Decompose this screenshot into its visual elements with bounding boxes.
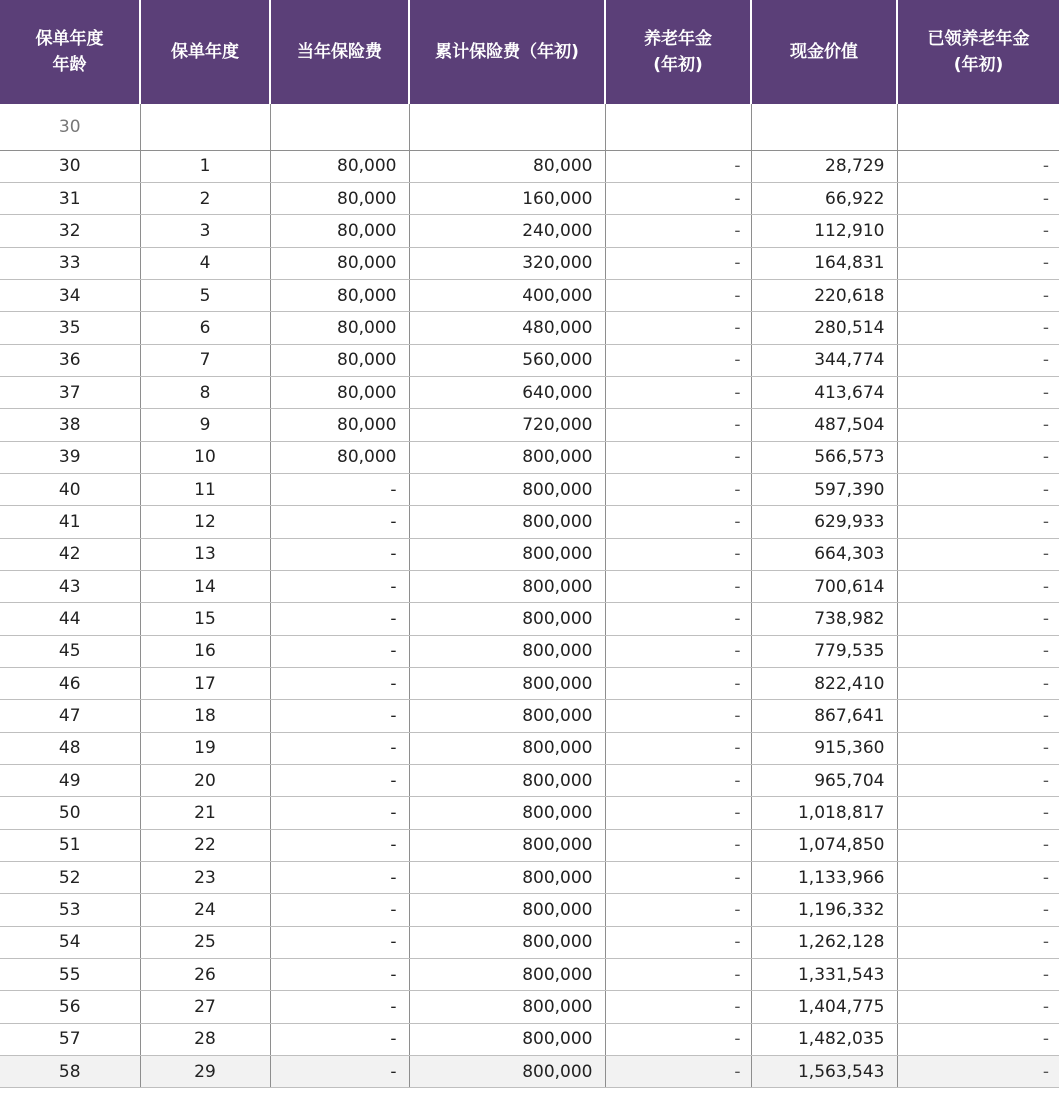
cell-annual-premium: - [270,668,409,700]
cell-cumulative-premium: 800,000 [409,441,605,473]
cell-empty [270,104,409,150]
cell-cash-value: 779,535 [751,635,897,667]
cell-cumulative-premium: 320,000 [409,247,605,279]
cell-annual-premium: - [270,635,409,667]
cell-age: 33 [0,247,140,279]
cell-pension-annuity: - [605,279,751,311]
cell-pension-annuity: - [605,732,751,764]
cell-age: 57 [0,1023,140,1055]
cell-annual-premium: - [270,603,409,635]
cell-annual-premium: 80,000 [270,312,409,344]
cell-received-pension: - [897,700,1059,732]
table-row [0,894,1059,926]
cell-received-pension: - [897,1023,1059,1055]
cell-annual-premium: - [270,765,409,797]
cell-empty [605,104,751,150]
cell-cumulative-premium: 800,000 [409,506,605,538]
table-row [0,1023,1059,1055]
cell-pension-annuity: - [605,1056,751,1088]
cell-annual-premium: - [270,570,409,602]
cell-received-pension: - [897,376,1059,408]
cell-annual-premium: - [270,506,409,538]
table-row [0,409,1059,441]
cell-pension-annuity: - [605,182,751,214]
cell-received-pension: - [897,862,1059,894]
cell-pension-annuity: - [605,894,751,926]
cell-received-pension: - [897,441,1059,473]
cell-cumulative-premium: 800,000 [409,862,605,894]
cell-received-pension: - [897,959,1059,991]
cell-age: 40 [0,473,140,505]
cell-cash-value: 1,196,332 [751,894,897,926]
cell-received-pension: - [897,312,1059,344]
cell-policy-year: 29 [140,1056,270,1088]
cell-cash-value: 344,774 [751,344,897,376]
cell-age: 56 [0,991,140,1023]
cell-annual-premium: - [270,797,409,829]
cell-age: 52 [0,862,140,894]
cell-cumulative-premium: 800,000 [409,1056,605,1088]
cell-pension-annuity: - [605,926,751,958]
cell-cumulative-premium: 560,000 [409,344,605,376]
table-row [0,635,1059,667]
cell-cash-value: 220,618 [751,279,897,311]
cell-annual-premium: 80,000 [270,376,409,408]
table-row [0,279,1059,311]
cell-received-pension: - [897,150,1059,182]
cell-cumulative-premium: 800,000 [409,894,605,926]
cell-annual-premium: 80,000 [270,247,409,279]
cell-annual-premium: - [270,926,409,958]
cell-age: 36 [0,344,140,376]
cell-received-pension: - [897,182,1059,214]
cell-policy-year: 15 [140,603,270,635]
cell-policy-year: 13 [140,538,270,570]
table-row [0,765,1059,797]
cell-age: 35 [0,312,140,344]
cell-policy-year: 2 [140,182,270,214]
header-annual-premium: 当年保险费 [270,0,409,104]
cell-received-pension: - [897,797,1059,829]
cell-received-pension: - [897,344,1059,376]
cell-policy-year: 17 [140,668,270,700]
cell-pension-annuity: - [605,603,751,635]
cell-age: 47 [0,700,140,732]
cell-age: 48 [0,732,140,764]
cell-empty [897,104,1059,150]
table-row [0,700,1059,732]
cell-age: 51 [0,829,140,861]
cell-empty [140,104,270,150]
cell-policy-year: 8 [140,376,270,408]
cell-policy-year: 5 [140,279,270,311]
cell-cash-value: 1,018,817 [751,797,897,829]
cell-cash-value: 822,410 [751,668,897,700]
table-row [0,991,1059,1023]
cell-received-pension: - [897,765,1059,797]
table-row [0,732,1059,764]
cell-cumulative-premium: 80,000 [409,150,605,182]
cell-cumulative-premium: 800,000 [409,765,605,797]
cell-cumulative-premium: 800,000 [409,926,605,958]
cell-policy-year: 28 [140,1023,270,1055]
cell-cumulative-premium: 800,000 [409,959,605,991]
table-row [0,829,1059,861]
cell-pension-annuity: - [605,409,751,441]
header-pension-annuity: 养老年金 (年初) [605,0,751,104]
cell-pension-annuity: - [605,215,751,247]
cell-pension-annuity: - [605,668,751,700]
table-row [0,473,1059,505]
cell-cash-value: 597,390 [751,473,897,505]
table-row [0,603,1059,635]
cell-cash-value: 1,404,775 [751,991,897,1023]
table-row [0,344,1059,376]
cell-received-pension: - [897,473,1059,505]
cell-cash-value: 1,074,850 [751,829,897,861]
cell-received-pension: - [897,732,1059,764]
cell-cumulative-premium: 800,000 [409,473,605,505]
cell-received-pension: - [897,635,1059,667]
cell-cash-value: 1,563,543 [751,1056,897,1088]
cell-cash-value: 1,482,035 [751,1023,897,1055]
cell-policy-year: 14 [140,570,270,602]
cell-age: 39 [0,441,140,473]
cell-policy-year: 12 [140,506,270,538]
cell-pension-annuity: - [605,797,751,829]
cell-cumulative-premium: 800,000 [409,797,605,829]
table-body [0,104,1059,1088]
cell-pension-annuity: - [605,700,751,732]
cell-age: 30 [0,150,140,182]
cell-cumulative-premium: 800,000 [409,538,605,570]
table-row [0,570,1059,602]
cell-age: 54 [0,926,140,958]
cell-age: 42 [0,538,140,570]
header-age: 保单年度 年龄 [0,0,140,104]
cell-received-pension: - [897,247,1059,279]
cell-cash-value: 1,331,543 [751,959,897,991]
table-row [0,150,1059,182]
cell-policy-year: 20 [140,765,270,797]
cell-annual-premium: - [270,959,409,991]
cell-pension-annuity: - [605,506,751,538]
cell-age: 32 [0,215,140,247]
cell-received-pension: - [897,991,1059,1023]
cell-cash-value: 664,303 [751,538,897,570]
cell-received-pension: - [897,894,1059,926]
cell-received-pension: - [897,538,1059,570]
cell-cumulative-premium: 800,000 [409,1023,605,1055]
cell-age: 30 [0,104,140,150]
cell-pension-annuity: - [605,829,751,861]
cell-age: 55 [0,959,140,991]
cell-cumulative-premium: 640,000 [409,376,605,408]
cell-policy-year: 1 [140,150,270,182]
cell-policy-year: 27 [140,991,270,1023]
cell-annual-premium: 80,000 [270,279,409,311]
cell-age: 34 [0,279,140,311]
cell-pension-annuity: - [605,570,751,602]
cell-age: 58 [0,1056,140,1088]
cell-pension-annuity: - [605,635,751,667]
table-row [0,538,1059,570]
cell-cash-value: 28,729 [751,150,897,182]
cell-cumulative-premium: 800,000 [409,668,605,700]
cell-cumulative-premium: 800,000 [409,991,605,1023]
cell-received-pension: - [897,279,1059,311]
header-cash-value: 现金价值 [751,0,897,104]
cell-empty [751,104,897,150]
cell-policy-year: 3 [140,215,270,247]
cell-cumulative-premium: 800,000 [409,700,605,732]
cell-pension-annuity: - [605,247,751,279]
cell-annual-premium: - [270,732,409,764]
table-row [0,182,1059,214]
cell-cash-value: 629,933 [751,506,897,538]
cell-received-pension: - [897,926,1059,958]
cell-cumulative-premium: 160,000 [409,182,605,214]
cell-pension-annuity: - [605,991,751,1023]
header-policy-year: 保单年度 [140,0,270,104]
cell-age: 45 [0,635,140,667]
cell-cash-value: 413,674 [751,376,897,408]
cell-cash-value: 566,573 [751,441,897,473]
cell-age: 46 [0,668,140,700]
cell-annual-premium: - [270,894,409,926]
cell-age: 44 [0,603,140,635]
cell-empty [409,104,605,150]
cell-annual-premium: - [270,991,409,1023]
cell-cash-value: 280,514 [751,312,897,344]
cell-policy-year: 22 [140,829,270,861]
cell-policy-year: 26 [140,959,270,991]
cell-annual-premium: - [270,700,409,732]
cell-cumulative-premium: 800,000 [409,570,605,602]
cell-annual-premium: - [270,1056,409,1088]
cell-age: 31 [0,182,140,214]
cell-annual-premium: 80,000 [270,344,409,376]
cell-policy-year: 16 [140,635,270,667]
table-row [0,862,1059,894]
cell-cumulative-premium: 800,000 [409,603,605,635]
cell-annual-premium: - [270,1023,409,1055]
cell-cash-value: 1,262,128 [751,926,897,958]
cell-cash-value: 66,922 [751,182,897,214]
cell-cumulative-premium: 400,000 [409,279,605,311]
cell-received-pension: - [897,668,1059,700]
cell-received-pension: - [897,1056,1059,1088]
cell-pension-annuity: - [605,862,751,894]
table-row-initial [0,104,1059,150]
cell-policy-year: 23 [140,862,270,894]
cell-pension-annuity: - [605,765,751,797]
cell-policy-year: 24 [140,894,270,926]
cell-pension-annuity: - [605,473,751,505]
cell-received-pension: - [897,409,1059,441]
cell-cash-value: 915,360 [751,732,897,764]
cell-annual-premium: - [270,829,409,861]
cell-cumulative-premium: 720,000 [409,409,605,441]
cell-policy-year: 4 [140,247,270,279]
table-row [0,1056,1059,1088]
cell-annual-premium: 80,000 [270,150,409,182]
cell-received-pension: - [897,603,1059,635]
cell-cumulative-premium: 480,000 [409,312,605,344]
cell-cash-value: 700,614 [751,570,897,602]
cell-cash-value: 1,133,966 [751,862,897,894]
cell-policy-year: 11 [140,473,270,505]
cell-pension-annuity: - [605,150,751,182]
cell-age: 43 [0,570,140,602]
cell-age: 50 [0,797,140,829]
cell-annual-premium: - [270,538,409,570]
cell-age: 53 [0,894,140,926]
table-row [0,797,1059,829]
cell-cash-value: 867,641 [751,700,897,732]
header-cumulative-premium: 累计保险费（年初) [409,0,605,104]
cell-annual-premium: - [270,862,409,894]
cell-cumulative-premium: 800,000 [409,732,605,764]
cell-policy-year: 6 [140,312,270,344]
cell-cumulative-premium: 800,000 [409,829,605,861]
cell-policy-year: 25 [140,926,270,958]
cell-pension-annuity: - [605,538,751,570]
cell-annual-premium: - [270,473,409,505]
cell-policy-year: 19 [140,732,270,764]
table-row [0,376,1059,408]
cell-policy-year: 18 [140,700,270,732]
table-row [0,247,1059,279]
cell-pension-annuity: - [605,344,751,376]
cell-pension-annuity: - [605,312,751,344]
table-row [0,506,1059,538]
cell-cumulative-premium: 800,000 [409,635,605,667]
cell-age: 41 [0,506,140,538]
cell-cash-value: 112,910 [751,215,897,247]
table-row [0,312,1059,344]
table-row [0,441,1059,473]
table-header [0,0,1059,104]
cell-received-pension: - [897,570,1059,602]
cell-cumulative-premium: 240,000 [409,215,605,247]
cell-received-pension: - [897,506,1059,538]
cell-annual-premium: 80,000 [270,409,409,441]
cell-pension-annuity: - [605,1023,751,1055]
cell-policy-year: 9 [140,409,270,441]
table-row [0,959,1059,991]
cell-pension-annuity: - [605,441,751,473]
cell-age: 49 [0,765,140,797]
cell-pension-annuity: - [605,376,751,408]
cell-policy-year: 7 [140,344,270,376]
cell-received-pension: - [897,829,1059,861]
table-row [0,215,1059,247]
cell-pension-annuity: - [605,959,751,991]
cell-cash-value: 738,982 [751,603,897,635]
cell-annual-premium: 80,000 [270,215,409,247]
cell-cash-value: 965,704 [751,765,897,797]
cell-cash-value: 164,831 [751,247,897,279]
cell-cash-value: 487,504 [751,409,897,441]
cell-annual-premium: 80,000 [270,441,409,473]
cell-policy-year: 21 [140,797,270,829]
table-row [0,668,1059,700]
cell-age: 37 [0,376,140,408]
table-row [0,926,1059,958]
header-received-pension: 已领养老年金 (年初) [897,0,1059,104]
cell-annual-premium: 80,000 [270,182,409,214]
cell-policy-year: 10 [140,441,270,473]
cell-received-pension: - [897,215,1059,247]
cell-age: 38 [0,409,140,441]
